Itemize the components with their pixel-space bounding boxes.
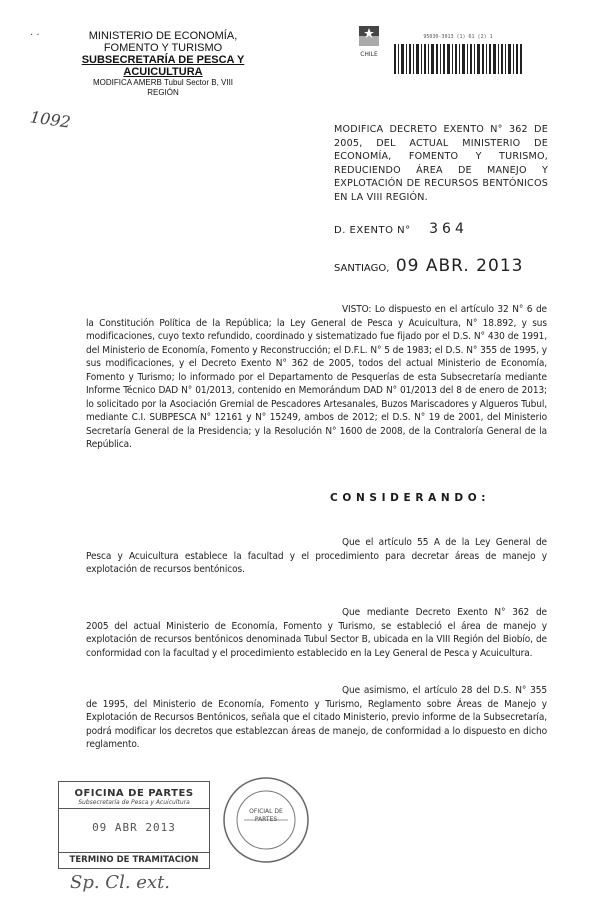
barcode-bars <box>392 42 524 78</box>
header-line-4: ACUICULTURA <box>123 66 203 78</box>
considerando-heading: C O N S I D E R A N D O : <box>330 492 486 504</box>
ministry-header <box>78 30 248 98</box>
barcode <box>392 34 524 80</box>
considerando-paragraph-3: Que asimismo, el artículo 28 del D.S. N° 355 de 1995, del Ministerio de Economía, Fomento y Turismo, Reglamento sobre Áreas de Manejo y Explotación de Recursos Bentónicos, señala que el citado Ministerio, previo informe de la Subsecretaría, podrá modificar los decretos que establezcan áreas de manejo, de conformidad a lo dispuesto en dicho reglamento. <box>86 685 547 750</box>
header-line-5: MODIFICA AMERB Tubul Sector B, VIII <box>92 78 234 87</box>
header-line-2: FOMENTO Y TURISMO <box>103 42 223 54</box>
header-line-1: MINISTERIO DE ECONOMÍA, <box>88 30 238 42</box>
decree-label: D. EXENTO N° <box>334 225 411 236</box>
considerando-paragraph-1: Que el artículo 55 A de la Ley General de Pesca y Acuicultura establece la facultad y el procedimiento para decretar áreas de manejo y explotación de recursos bentónicos. <box>86 537 547 575</box>
corner-marks: · · <box>30 30 40 41</box>
stamp-date: 09 ABR 2013 <box>92 821 176 834</box>
dateline-city: SANTIAGO, <box>334 263 390 274</box>
round-stamp <box>222 776 310 864</box>
dateline-date: 09 ABR. 2013 <box>395 256 524 276</box>
svg-text:CHILE: CHILE <box>360 51 378 58</box>
header-line-6: REGIÓN <box>147 88 179 97</box>
bottom-handwritten-note: Sp. Cl. ext. <box>70 872 171 893</box>
margin-note: 1092 <box>28 107 72 132</box>
barcode-text: 95030-3013 (1) 61 (2) 1 <box>423 34 493 40</box>
stamp-subtitle: Subsecretaría de Pesca y Acuicultura <box>59 799 209 809</box>
visto-paragraph: VISTO: Lo dispuesto en el artículo 32 N° 6 de la Constitución Política de la República; la Ley General de Pesca y Acuicultura, N° 18.892, y sus modificaciones, cuyo texto refundido, coordinado y sistematizado fue fijado por el D.S. N° 430 de 1991, del Ministerio de Economía, Fomento y Reconstrucción; el D.F.L. N° 5 de 1983; el D.S. N° 355 de 1995, y sus modificaciones, y el Decreto Exento N° 362 de 2005, todos del actual Ministerio de Economía, Fomento y Turismo; lo informado por el Departamento de Pesquerías de esta Subsecretaría mediante Informe Técnico DAD N° 01/2013, contenido en Memorándum DAD N° 01/2013 del 8 de enero de 2013; lo solicitado por la Asociación Gremial de Pescadores Artesanales, Buzos Mariscadores y Algueros Tubul, mediante C.I. SUBPESCA N° 12161 y N° 15249, ambos de 2012; el D.S. N° 19 de 2001, del Ministerio Secretaría General de la Presidencia; y la Resolución N° 1600 de 2008, de la Contraloría General de la República. <box>86 304 547 450</box>
decree-number-line <box>334 220 468 238</box>
dateline <box>334 256 523 276</box>
considerando-paragraph-2: Que mediante Decreto Exento N° 362 de 2005 del actual Ministerio de Economía, Fomento y Turismo, se estableció el área de manejo y explotación de recursos bentónicos denominada Tubul Sector B, ubicada en la VIII Región del Biobío, de conformidad con la facultad y el procedimiento establecido en la Ley General de Pesca y Acuicultura. <box>86 607 547 659</box>
decree-number: 364 <box>429 221 468 237</box>
header-line-3: SUBSECRETARÍA DE PESCA Y <box>81 54 245 66</box>
round-stamp-center: OFICIAL DE PARTES <box>249 808 283 823</box>
oficina-partes-stamp <box>58 781 210 869</box>
stamp-footer: TERMINO DE TRAMITACION <box>59 852 209 865</box>
decree-title: MODIFICA DECRETO EXENTO N° 362 DE 2005, DEL ACTUAL MINISTERIO DE ECONOMÍA, FOMENTO Y TURISMO, REDUCIENDO ÁREA DE MANEJO Y EXPLOTACIÓN DE RECURSOS BENTÓNICOS EN LA VIII REGIÓN. <box>334 124 548 203</box>
stamp-title: OFICINA DE PARTES <box>74 788 194 799</box>
chile-logo <box>356 24 382 60</box>
